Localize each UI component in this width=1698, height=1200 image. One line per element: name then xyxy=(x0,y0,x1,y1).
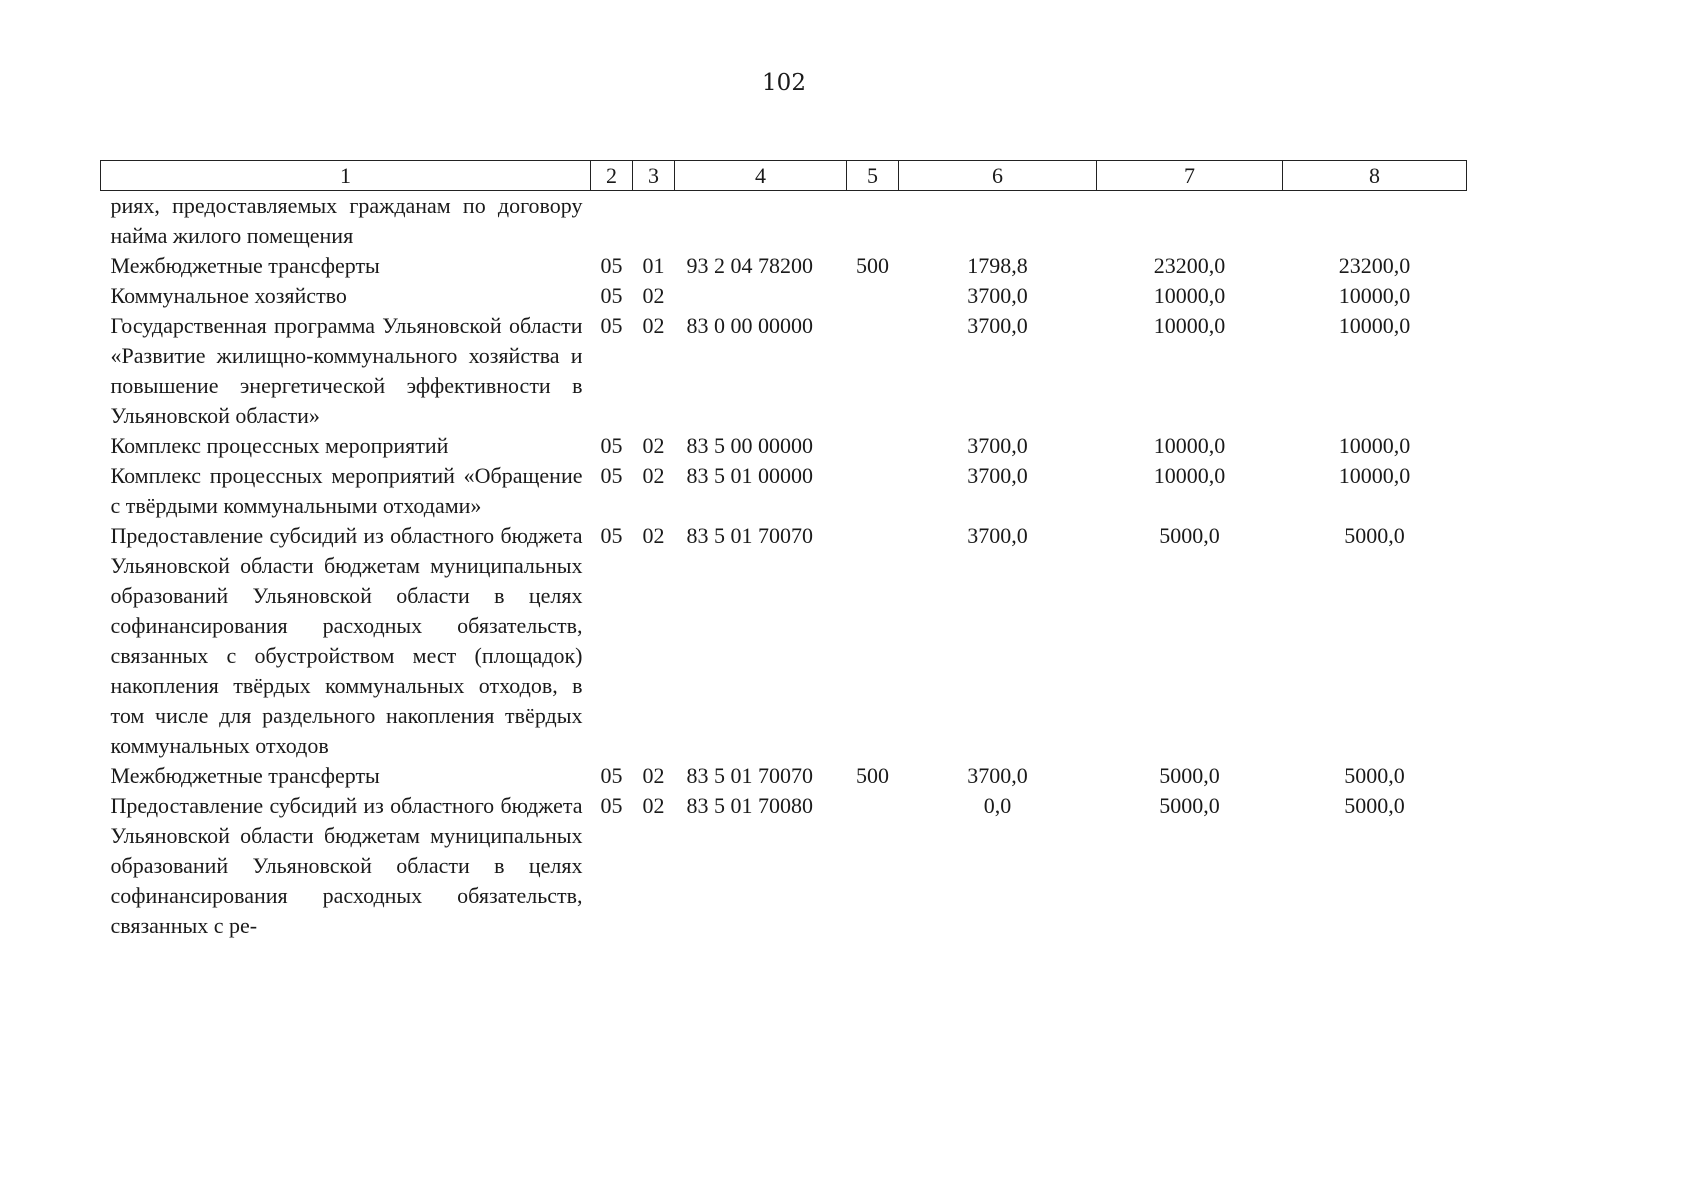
table-header-row xyxy=(101,161,1467,191)
row-amount-col7: 10000,0 xyxy=(1153,463,1226,488)
budget-table xyxy=(100,160,1467,941)
row-amount-col8: 10000,0 xyxy=(1338,283,1411,308)
row-section: 05 xyxy=(600,313,623,338)
table-row xyxy=(101,461,1467,521)
row-target-article: 83 5 01 00000 xyxy=(686,463,813,488)
row-amount-col6: 3700,0 xyxy=(967,433,1028,458)
table-row xyxy=(101,191,1467,252)
row-section: 05 xyxy=(600,793,623,818)
row-subsection: 02 xyxy=(642,313,665,338)
row-subsection: 02 xyxy=(642,523,665,548)
row-amount-col7: 10000,0 xyxy=(1153,313,1226,338)
row-target-article: 83 0 00 00000 xyxy=(686,313,813,338)
row-expense-type xyxy=(847,461,899,521)
row-amount-col6: 3700,0 xyxy=(967,763,1028,788)
row-section: 05 xyxy=(600,523,623,548)
row-name: Предоставление субсидий из областного бюджета Ульяновской области бюджетам муниципальных образований Ульяновской области в целях софинансирования расходных обязательств, связанных с ре- xyxy=(110,793,583,938)
row-target-article: 83 5 01 70070 xyxy=(686,523,813,548)
row-name: Межбюджетные трансферты xyxy=(110,763,380,788)
row-section: 05 xyxy=(600,763,623,788)
row-name: Комплекс процессных мероприятий «Обращение с твёрдыми коммунальными отходами» xyxy=(110,463,583,518)
row-amount-col6: 3700,0 xyxy=(967,313,1028,338)
row-amount-col6 xyxy=(899,191,1097,252)
row-amount-col8 xyxy=(1283,191,1467,252)
row-amount-col8: 5000,0 xyxy=(1344,763,1405,788)
row-expense-type xyxy=(847,191,899,252)
page-number: 102 xyxy=(762,70,806,96)
row-section: 05 xyxy=(600,433,623,458)
row-amount-col8: 10000,0 xyxy=(1338,313,1411,338)
column-header-7: 7 xyxy=(1097,161,1283,191)
column-header-1: 1 xyxy=(101,161,591,191)
row-section: 05 xyxy=(600,283,623,308)
table-row xyxy=(101,761,1467,791)
row-section: 05 xyxy=(600,463,623,488)
row-amount-col8: 5000,0 xyxy=(1344,793,1405,818)
row-subsection: 02 xyxy=(642,463,665,488)
table-row xyxy=(101,281,1467,311)
row-subsection: 01 xyxy=(642,253,665,278)
row-amount-col6: 3700,0 xyxy=(967,523,1028,548)
row-subsection: 02 xyxy=(642,283,665,308)
column-header-3: 3 xyxy=(633,161,675,191)
row-target-article: 83 5 00 00000 xyxy=(686,433,813,458)
row-name: риях, предоставляемых гражданам по договору найма жилого помещения xyxy=(110,193,583,248)
row-amount-col8: 10000,0 xyxy=(1338,433,1411,458)
table-row xyxy=(101,251,1467,281)
row-expense-type: 500 xyxy=(856,763,889,788)
row-section: 05 xyxy=(600,253,623,278)
row-amount-col8: 10000,0 xyxy=(1338,463,1411,488)
row-expense-type xyxy=(847,791,899,941)
row-amount-col7 xyxy=(1097,191,1283,252)
row-target-article xyxy=(675,281,847,311)
row-amount-col7: 10000,0 xyxy=(1153,283,1226,308)
row-amount-col7: 10000,0 xyxy=(1153,433,1226,458)
table-row xyxy=(101,791,1467,941)
row-expense-type xyxy=(847,521,899,761)
row-target-article: 93 2 04 78200 xyxy=(686,253,813,278)
row-amount-col7: 5000,0 xyxy=(1159,793,1220,818)
row-name: Государственная программа Ульяновской области «Развитие жилищно-коммунального хозяйства и повышение энергетической эффективности в Ульяновской области» xyxy=(110,313,583,428)
row-amount-col6: 3700,0 xyxy=(967,283,1028,308)
column-header-6: 6 xyxy=(899,161,1097,191)
row-section xyxy=(591,191,633,252)
row-subsection: 02 xyxy=(642,793,665,818)
table-row xyxy=(101,311,1467,431)
column-header-5: 5 xyxy=(847,161,899,191)
row-expense-type xyxy=(847,311,899,431)
row-name: Коммунальное хозяйство xyxy=(110,283,347,308)
row-amount-col7: 23200,0 xyxy=(1153,253,1226,278)
row-target-article xyxy=(675,191,847,252)
table-row xyxy=(101,431,1467,461)
row-amount-col6: 1798,8 xyxy=(967,253,1028,278)
row-amount-col7: 5000,0 xyxy=(1159,763,1220,788)
row-target-article: 83 5 01 70070 xyxy=(686,763,813,788)
column-header-8: 8 xyxy=(1283,161,1467,191)
row-amount-col6: 0,0 xyxy=(983,793,1012,818)
table-body xyxy=(101,191,1467,942)
row-amount-col6: 3700,0 xyxy=(967,463,1028,488)
row-expense-type: 500 xyxy=(856,253,889,278)
column-header-4: 4 xyxy=(675,161,847,191)
row-expense-type xyxy=(847,431,899,461)
column-header-2: 2 xyxy=(591,161,633,191)
row-target-article: 83 5 01 70080 xyxy=(686,793,813,818)
row-subsection: 02 xyxy=(642,763,665,788)
row-amount-col7: 5000,0 xyxy=(1159,523,1220,548)
row-subsection xyxy=(633,191,675,252)
row-name: Комплекс процессных мероприятий xyxy=(110,433,449,458)
row-amount-col8: 23200,0 xyxy=(1338,253,1411,278)
row-name: Межбюджетные трансферты xyxy=(110,253,380,278)
table-row xyxy=(101,521,1467,761)
row-amount-col8: 5000,0 xyxy=(1344,523,1405,548)
row-name: Предоставление субсидий из областного бюджета Ульяновской области бюджетам муниципальных образований Ульяновской области в целях софинансирования расходных обязательств, связанных с обустройством мест (площадок) накопления твёрдых коммунальных отходов, в том числе для раздельного накопления твёрдых коммунальных отходов xyxy=(110,523,583,758)
row-expense-type xyxy=(847,281,899,311)
row-subsection: 02 xyxy=(642,433,665,458)
